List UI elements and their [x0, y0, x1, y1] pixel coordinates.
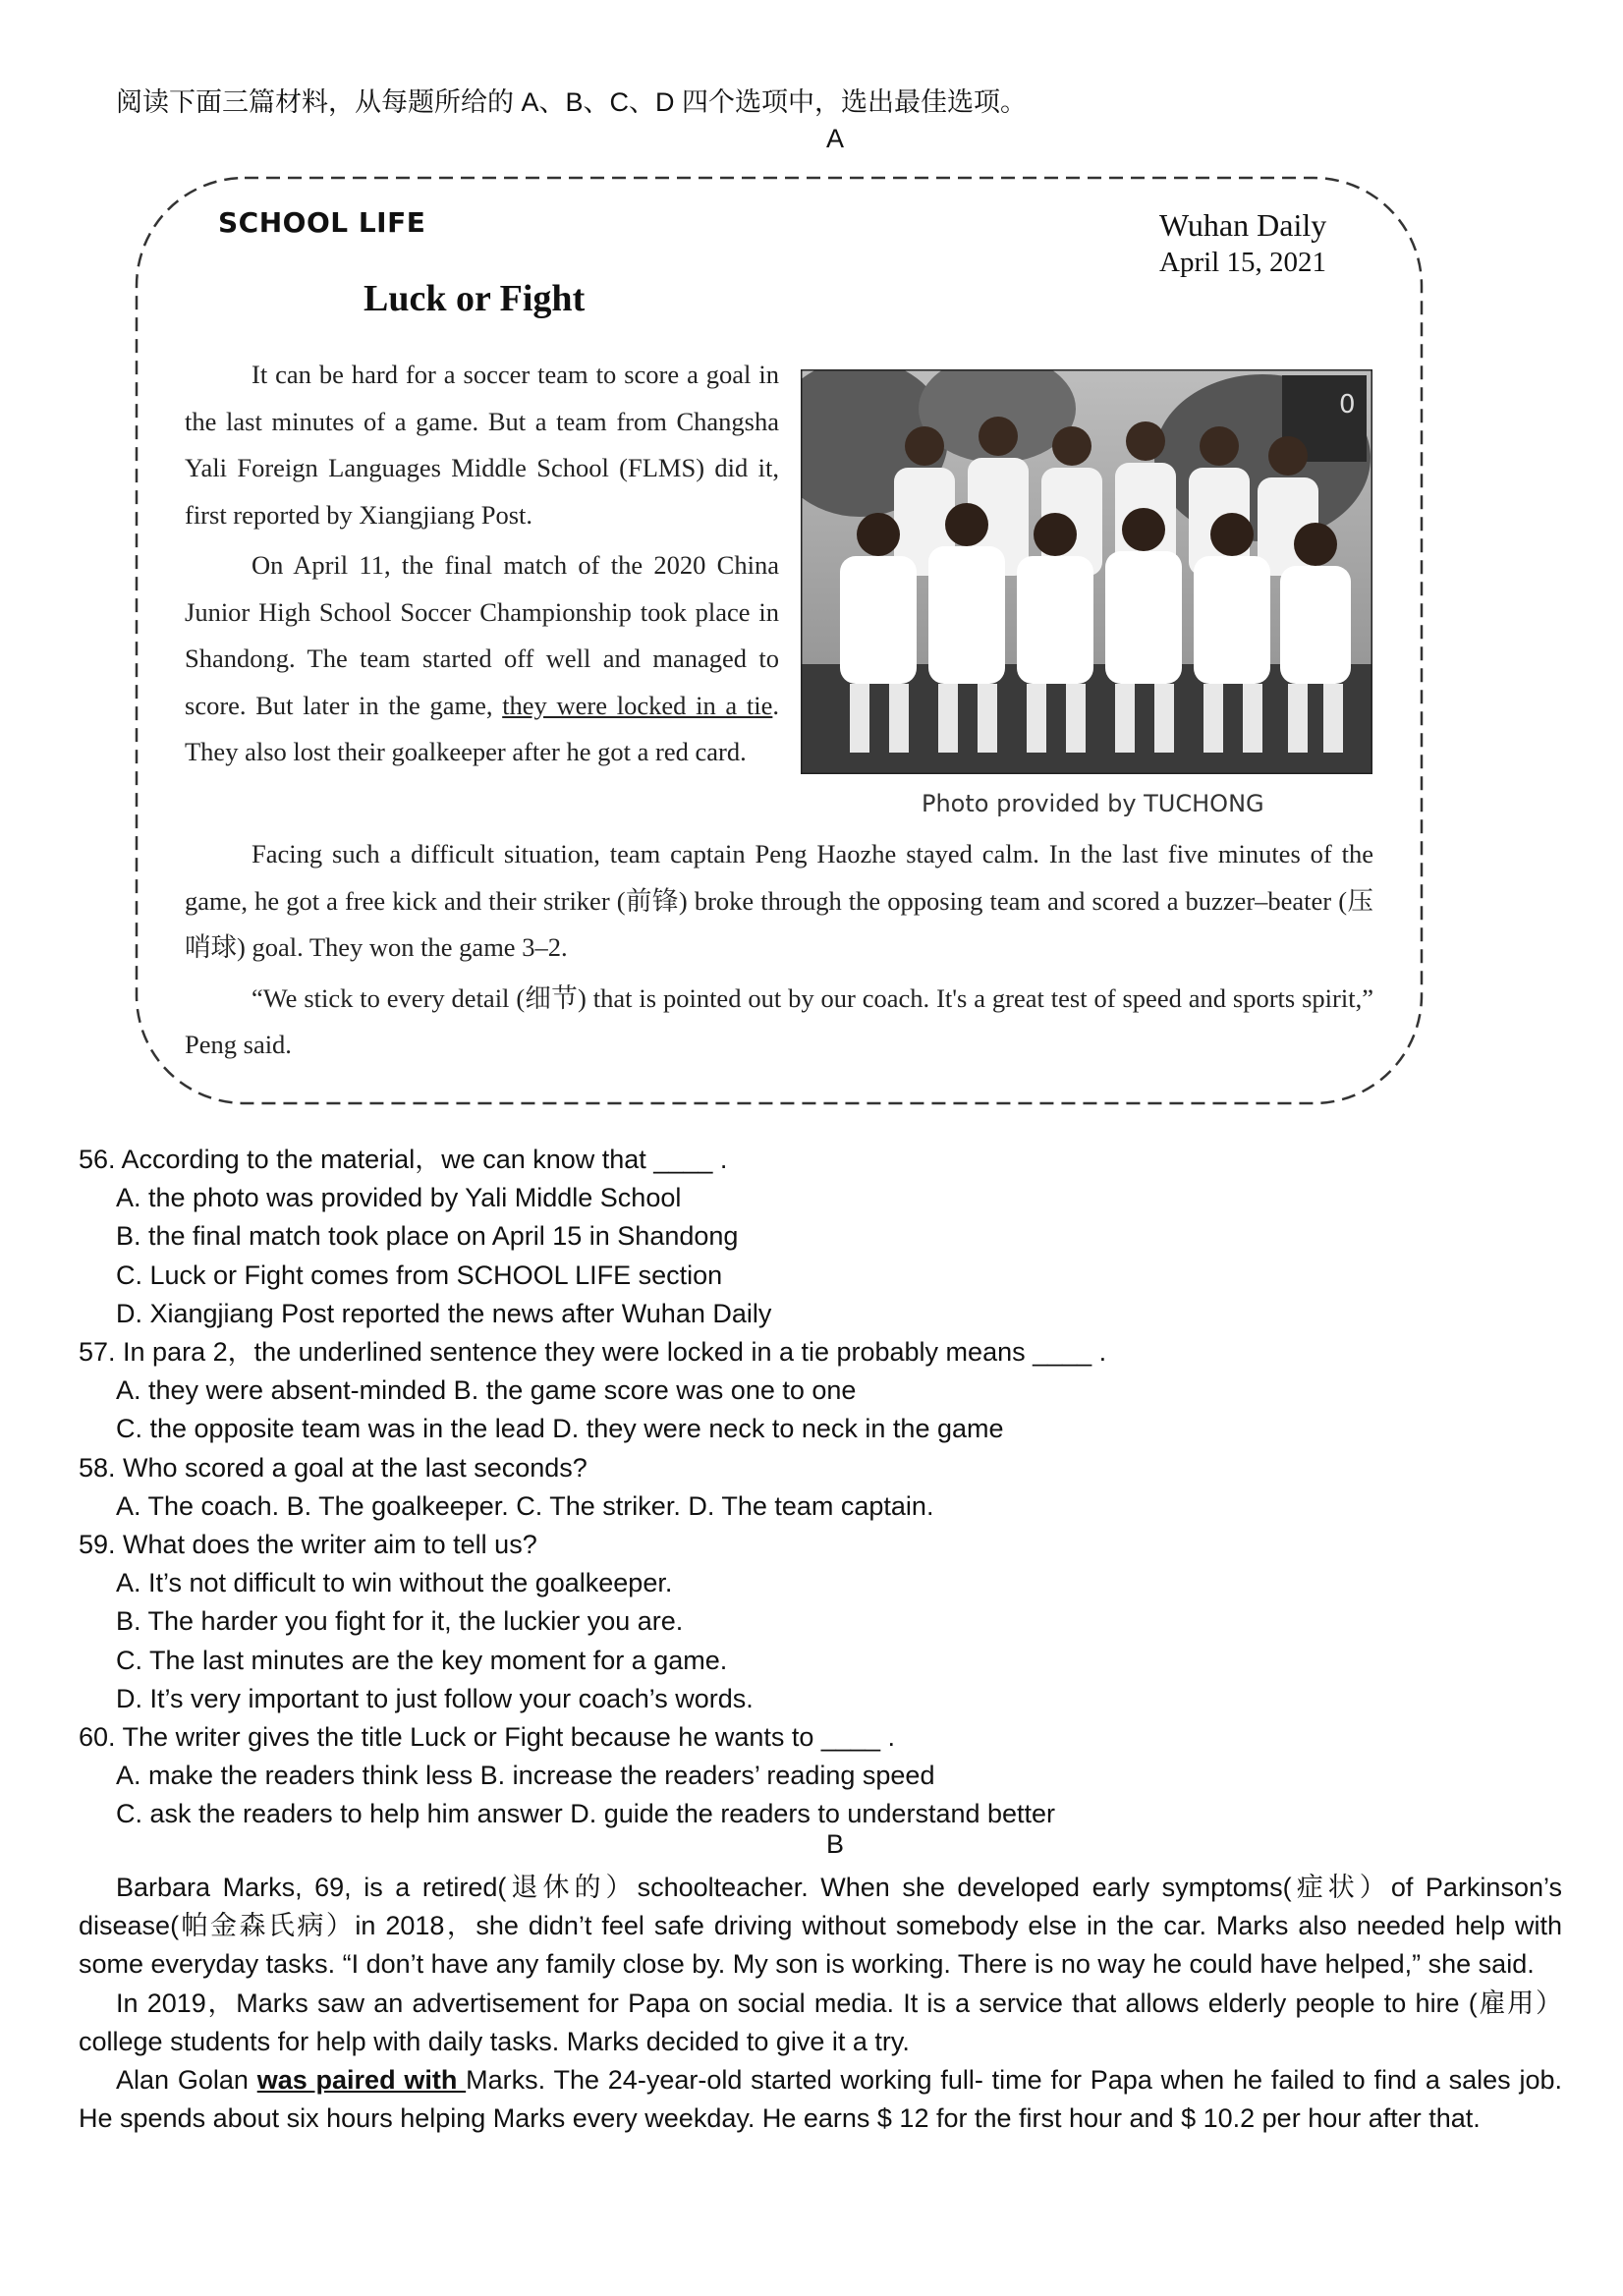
- answer-option: A. the photo was provided by Yali Middle School: [116, 1183, 682, 1213]
- answer-option: D. It’s very important to just follow your coach’s words.: [116, 1683, 754, 1713]
- passage-paragraph: Barbara Marks, 69, is a retired(退休的）schoolteacher. When she developed early symptoms(症状）of Parkinson’s disease(帕金森氏病）in 2018，she didn’t feel safe driving without somebody else in the car. Marks also needed help with some everyday tasks. “I don’t have any family close by. My son is working. There is no way he could have helped,” she said.: [79, 1873, 1562, 1980]
- newspaper-name: Wuhan Daily: [1159, 207, 1327, 243]
- answer-option: A. It’s not difficult to win without the goalkeeper.: [116, 1568, 673, 1598]
- team-photo: [801, 369, 1372, 774]
- article-paragraph: It can be hard for a soccer team to score a goal in the last minutes of a game. But a team from Changsha Yali Foreign Languages Middle School (FLMS) did it, first reported by Xiangjiang Post.: [185, 360, 779, 530]
- answer-option: A. they were absent-minded B. the game score was one to one: [116, 1375, 857, 1406]
- passage-paragraph: In 2019，Marks saw an advertisement for Papa on social media. It is a service that allows elderly people to hire (雇用）college students for help with daily tasks. Marks decided to give it a try.: [79, 1988, 1562, 2056]
- newspaper-masthead: [1159, 206, 1326, 281]
- photo-caption: Photo provided by TUCHONG: [922, 790, 1264, 817]
- answer-option: B. the final match took place on April 15 in Shandong: [116, 1221, 739, 1252]
- scoreboard-text: 0: [1339, 390, 1356, 420]
- questions-list: [79, 1141, 1562, 1834]
- answer-option: C. ask the readers to help him answer D. guide the readers to understand better: [116, 1799, 1056, 1829]
- article-paragraph: On April 11, the final match of the 2020 China Junior High School Soccer Championship took place in Shandong. The team started off well and managed to score. But later in the game, they were locked in a tie. They also lost their goalkeeper after he got a red card.: [185, 550, 779, 766]
- article-column: [185, 352, 779, 776]
- article-headline: Luck or Fight: [364, 278, 586, 319]
- answer-option: B. The harder you fight for it, the luckier you are.: [116, 1606, 684, 1637]
- passage-a-label: A: [825, 124, 844, 153]
- answer-option: A. make the readers think less B. increase the readers’ reading speed: [116, 1761, 935, 1791]
- answer-option: A. The coach. B. The goalkeeper. C. The striker. D. The team captain.: [116, 1490, 934, 1521]
- question-stem: 58. Who scored a goal at the last seconds?: [79, 1452, 588, 1483]
- newspaper-date: April 15, 2021: [1159, 247, 1326, 278]
- question-stem: 59. What does the writer aim to tell us?: [79, 1530, 537, 1560]
- passage-b-label: B: [825, 1829, 844, 1859]
- article-paragraph: Facing such a difficult situation, team captain Peng Haozhe stayed calm. In the last five minutes of the game, he got a free kick and their striker (前锋) broke through the opposing team and scored a buzzer–beater (压哨球) goal. They won the game 3–2.: [185, 839, 1373, 962]
- instructions: 阅读下面三篇材料，从每题所给的 A、B、C、D 四个选项中，选出最佳选项。: [116, 87, 1028, 117]
- underlined-sentence: they were locked in a tie: [502, 690, 773, 720]
- passage-b: [79, 1869, 1562, 2138]
- answer-option: C. Luck or Fight comes from SCHOOL LIFE section: [116, 1260, 723, 1290]
- bold-underlined-phrase: was paired with: [256, 2065, 467, 2096]
- question-stem: 60. The writer gives the title Luck or Fight because he wants to ____ .: [79, 1722, 895, 1753]
- section-tag: SCHOOL LIFE: [218, 206, 426, 239]
- article-paragraph: “We stick to every detail (细节) that is pointed out by our coach. It's a great test of speed and sports spirit,” Peng said.: [185, 982, 1373, 1059]
- answer-option: C. The last minutes are the key moment for a game.: [116, 1645, 728, 1675]
- article-continuation: [185, 831, 1373, 1069]
- question-stem: 57. In para 2，the underlined sentence they were locked in a tie probably means ____ .: [79, 1337, 1107, 1368]
- passage-paragraph: Alan Golan was paired with Marks. The 24-year-old started working full- time for Papa when he failed to find a sales job. He spends about six hours helping Marks every weekday. He earns $ 12 for the first hour and $ 10.2 per hour after that.: [79, 2065, 1562, 2134]
- answer-option: D. Xiangjiang Post reported the news after Wuhan Daily: [116, 1298, 772, 1328]
- answer-option: C. the opposite team was in the lead D. they were neck to neck in the game: [116, 1414, 1004, 1444]
- question-stem: 56. According to the material，we can know that ____ .: [79, 1145, 728, 1174]
